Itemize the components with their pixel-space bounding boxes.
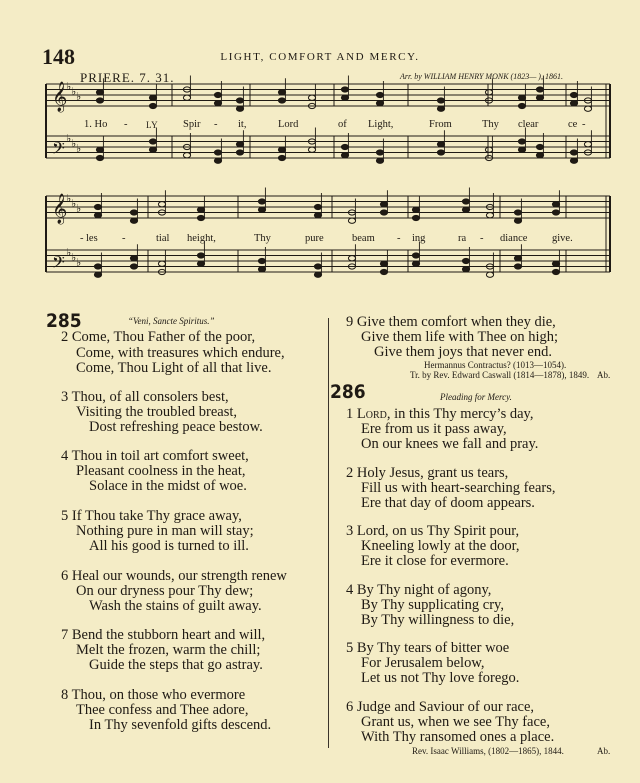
note-head [96, 155, 103, 160]
note-head [536, 153, 543, 158]
lyric-syllable: - [122, 233, 126, 244]
note-head [96, 90, 103, 95]
verse-line: With Thy ransomed ones a place. [361, 729, 555, 745]
verse-line: 3 Thou, of all consolers best, [61, 389, 229, 405]
note-head [183, 153, 190, 158]
note-head [380, 202, 387, 207]
verse-line: Let us not Thy love forego. [361, 670, 520, 686]
note-head [514, 264, 521, 269]
note-head [552, 269, 559, 274]
lyric-syllable: of [338, 119, 347, 130]
verse-line: 3 Lord, on us Thy Spirit pour, [346, 523, 520, 539]
note-head [314, 272, 321, 277]
verse-line: Guide the steps that go astray. [89, 657, 263, 673]
verse-line: On our knees we fall and pray. [361, 436, 539, 452]
hymn-286-author: Rev. Isaac Williams, (1802—1865), 1844. [412, 746, 564, 756]
treble-clef: 𝄞 [52, 194, 68, 224]
note-head [236, 150, 243, 155]
flat-sign: ♭ [66, 132, 72, 145]
note-head [278, 98, 285, 103]
verse-line: Nothing pure in man will stay; [76, 523, 254, 539]
note-head [94, 272, 101, 277]
note-head [149, 139, 156, 144]
verse-line: 5 By Thy tears of bitter woe [346, 640, 510, 656]
note-head [376, 150, 383, 155]
note-head [258, 258, 265, 263]
verse-line: Solace in the midst of woe. [89, 478, 247, 494]
verse-line: Give them joys that never end. [374, 344, 552, 360]
note-head [96, 98, 103, 103]
note-head [486, 213, 493, 218]
note-head [570, 158, 577, 163]
verse-line: Ere from us it pass away, [361, 421, 507, 437]
note-head [130, 210, 137, 215]
flat-sign: ♭ [71, 197, 77, 210]
lyric-syllable: height, [187, 233, 216, 244]
note-head [278, 155, 285, 160]
note-head [437, 150, 444, 155]
note-head [314, 204, 321, 209]
note-head [552, 202, 559, 207]
lyric-syllable: clear [518, 119, 539, 130]
note-head [584, 142, 591, 147]
note-head [437, 142, 444, 147]
note-head [462, 199, 469, 204]
lyric-syllable: - [214, 119, 218, 130]
note-head [570, 150, 577, 155]
hymn-286-title: Pleading for Mercy. [440, 392, 512, 402]
note-head [376, 92, 383, 97]
note-head [514, 210, 521, 215]
lyric-syllable: - [124, 119, 128, 130]
note-head [94, 204, 101, 209]
note-head [258, 267, 265, 272]
note-head [514, 256, 521, 261]
note-head [149, 95, 156, 100]
note-head [536, 144, 543, 149]
note-head [197, 215, 204, 220]
flat-sign: ♭ [76, 202, 82, 215]
music-score [0, 0, 640, 300]
hymn-285-title: “Veni, Sancte Spiritus.” [128, 316, 215, 326]
note-head [183, 95, 190, 100]
note-head [485, 90, 492, 95]
note-head [437, 98, 444, 103]
page-number: 148 [42, 44, 75, 69]
lyric-syllable: LY [146, 120, 159, 130]
flat-sign: ♭ [71, 137, 77, 150]
note-head [462, 267, 469, 272]
verse-line: Come, with treasures which endure, [76, 345, 285, 361]
note-head [341, 87, 348, 92]
verse-line: Ere that day of doom appears. [361, 495, 535, 511]
lyric-syllable: pure [305, 233, 324, 244]
verse-line: 7 Bend the stubborn heart and will, [61, 627, 266, 643]
note-head [197, 253, 204, 258]
verse-line: By Thy supplicating cry, [361, 597, 504, 613]
note-head [552, 261, 559, 266]
note-head [158, 261, 165, 266]
verse-line: On our dryness pour Thy dew; [76, 583, 254, 599]
lyric-syllable: Thy [482, 119, 499, 130]
lyric-syllable: it, [238, 119, 247, 130]
flat-sign: ♭ [76, 256, 82, 269]
verse-line: 6 Judge and Saviour of our race, [346, 699, 535, 715]
note-head [462, 207, 469, 212]
note-head [278, 90, 285, 95]
note-head [130, 264, 137, 269]
note-head [214, 150, 221, 155]
lyric-syllable: Spir [183, 119, 201, 130]
lyric-syllable: ce [568, 119, 578, 130]
note-head [236, 106, 243, 111]
note-head [437, 106, 444, 111]
treble-clef: 𝄞 [52, 82, 68, 112]
verse-line: In Thy sevenfold gifts descend. [89, 717, 272, 733]
note-head [486, 272, 493, 277]
lyric-syllable: From [429, 119, 452, 130]
flat-sign: ♭ [66, 246, 72, 259]
note-head [130, 218, 137, 223]
note-head [514, 218, 521, 223]
note-head [380, 210, 387, 215]
note-head [348, 218, 355, 223]
verse-line: Kneeling lowly at the door, [361, 538, 520, 554]
note-head [314, 264, 321, 269]
verse-first-word: Lord [356, 406, 387, 422]
lyric-syllable: 1. Ho [84, 119, 108, 130]
lyric-syllable: give. [552, 233, 573, 244]
note-head [518, 147, 525, 152]
lyric-syllable: beam [352, 233, 375, 244]
verse-line-rest: , in this Thy mercy’s day, [386, 406, 534, 422]
verse-line: 9 Give them comfort when they die, [346, 314, 556, 330]
verse-line: Grant us, when we see Thy face, [361, 714, 550, 730]
verse-line: 6 Heal our wounds, our strength renew [61, 568, 287, 584]
note-head [570, 92, 577, 97]
note-head [149, 147, 156, 152]
note-head [462, 258, 469, 263]
note-head [341, 144, 348, 149]
note-head [341, 95, 348, 100]
note-head [412, 207, 419, 212]
verse-line: Wash the stains of guilt away. [89, 598, 262, 614]
hymn-number-285: 285 [46, 310, 82, 332]
flat-sign: ♭ [71, 251, 77, 264]
flat-sign: ♭ [71, 85, 77, 98]
lyric-syllable: Lord [278, 119, 299, 130]
note-head [214, 101, 221, 106]
note-head [412, 215, 419, 220]
lyric-syllable: Light, [368, 119, 394, 130]
note-head [584, 106, 591, 111]
note-head [130, 256, 137, 261]
lyric-syllable: les [86, 233, 98, 244]
lyric-syllable: - [480, 233, 484, 244]
verse-line: Fill us with heart-searching fears, [361, 480, 556, 496]
note-head [412, 253, 419, 258]
verse-number: 1 [346, 406, 354, 422]
verse-line: 4 By Thy night of agony, [346, 582, 492, 598]
running-head: LIGHT, COMFORT AND MERCY. [220, 51, 420, 63]
note-head [552, 210, 559, 215]
note-head [570, 101, 577, 106]
lyric-syllable: ra [458, 233, 467, 244]
note-head [214, 158, 221, 163]
verse-line: 5 If Thou take Thy grace away, [61, 508, 242, 524]
hymn-285-author: Hermannus Contractus? (1013—1054). [424, 360, 567, 370]
note-head [258, 199, 265, 204]
note-head [96, 147, 103, 152]
lyric-syllable: ing [412, 233, 426, 244]
flat-sign: ♭ [76, 142, 82, 155]
lyric-syllable: - [80, 233, 84, 244]
hymn-285-tag: Ab. [597, 370, 611, 380]
note-head [536, 87, 543, 92]
lyric-syllable: diance [500, 233, 528, 244]
verse-line: By Thy willingness to die, [361, 612, 515, 628]
note-head [314, 213, 321, 218]
note-head [348, 256, 355, 261]
verse-line: 2 Come, Thou Father of the poor, [61, 329, 256, 345]
note-head [197, 207, 204, 212]
note-head [94, 264, 101, 269]
note-head [258, 207, 265, 212]
note-head [380, 269, 387, 274]
note-head [308, 147, 315, 152]
note-head [518, 95, 525, 100]
hymn-number-286: 286 [330, 381, 366, 403]
column-divider [328, 318, 329, 748]
hymn-285-translator: Tr. by Rev. Edward Caswall (1814—1878), 1849. [410, 370, 590, 380]
tune-arranger: Arr. by WILLIAM HENRY MONK (1823— ), 1861. [400, 72, 563, 81]
verse-line: 2 Holy Jesus, grant us tears, [346, 465, 509, 481]
lyric-syllable: Thy [254, 233, 271, 244]
note-head [214, 92, 221, 97]
lyric-syllable: - [397, 233, 401, 244]
verse-line: Dost refreshing peace bestow. [89, 419, 263, 435]
note-head [380, 261, 387, 266]
note-head [236, 98, 243, 103]
flat-sign: ♭ [66, 80, 72, 93]
verse-line: Melt the frozen, warm the chill; [76, 642, 261, 658]
note-head [341, 153, 348, 158]
note-head [518, 139, 525, 144]
note-head [236, 142, 243, 147]
verse-line: All his good is turned to ill. [89, 538, 249, 554]
verse-line: Come, Thou Light of all that live. [76, 360, 272, 376]
note-head [278, 147, 285, 152]
hymn-286-tag: Ab. [597, 746, 611, 756]
verse-line: Ere it close for evermore. [361, 553, 509, 569]
note-head [536, 95, 543, 100]
verse-line [346, 407, 533, 422]
flat-sign: ♭ [66, 192, 72, 205]
note-head [412, 261, 419, 266]
verse-line: 4 Thou in toil art comfort sweet, [61, 448, 249, 464]
lyric-syllable: - [582, 119, 586, 130]
flat-sign: ♭ [76, 90, 82, 103]
verse-line: Pleasant coolness in the heat, [76, 463, 246, 479]
note-head [158, 202, 165, 207]
note-head [518, 103, 525, 108]
verse-line: Give them life with Thee on high; [361, 329, 559, 345]
note-head [149, 103, 156, 108]
note-head [376, 101, 383, 106]
bass-clef: 𝄢 [52, 252, 65, 276]
verse-line: Thee confess and Thee adore, [76, 702, 249, 718]
note-head [485, 147, 492, 152]
verse-line: Visiting the troubled breast, [76, 404, 238, 420]
note-head [94, 213, 101, 218]
bass-clef: 𝄢 [52, 138, 65, 162]
verse-line: For Jerusalem below, [361, 655, 485, 671]
tune-name: PRIERE. 7. 31. [80, 70, 175, 85]
note-head [376, 158, 383, 163]
verse-line: 8 Thou, on those who evermore [61, 687, 246, 703]
note-head [197, 261, 204, 266]
lyric-syllable: tial [156, 233, 170, 244]
note-head [308, 95, 315, 100]
